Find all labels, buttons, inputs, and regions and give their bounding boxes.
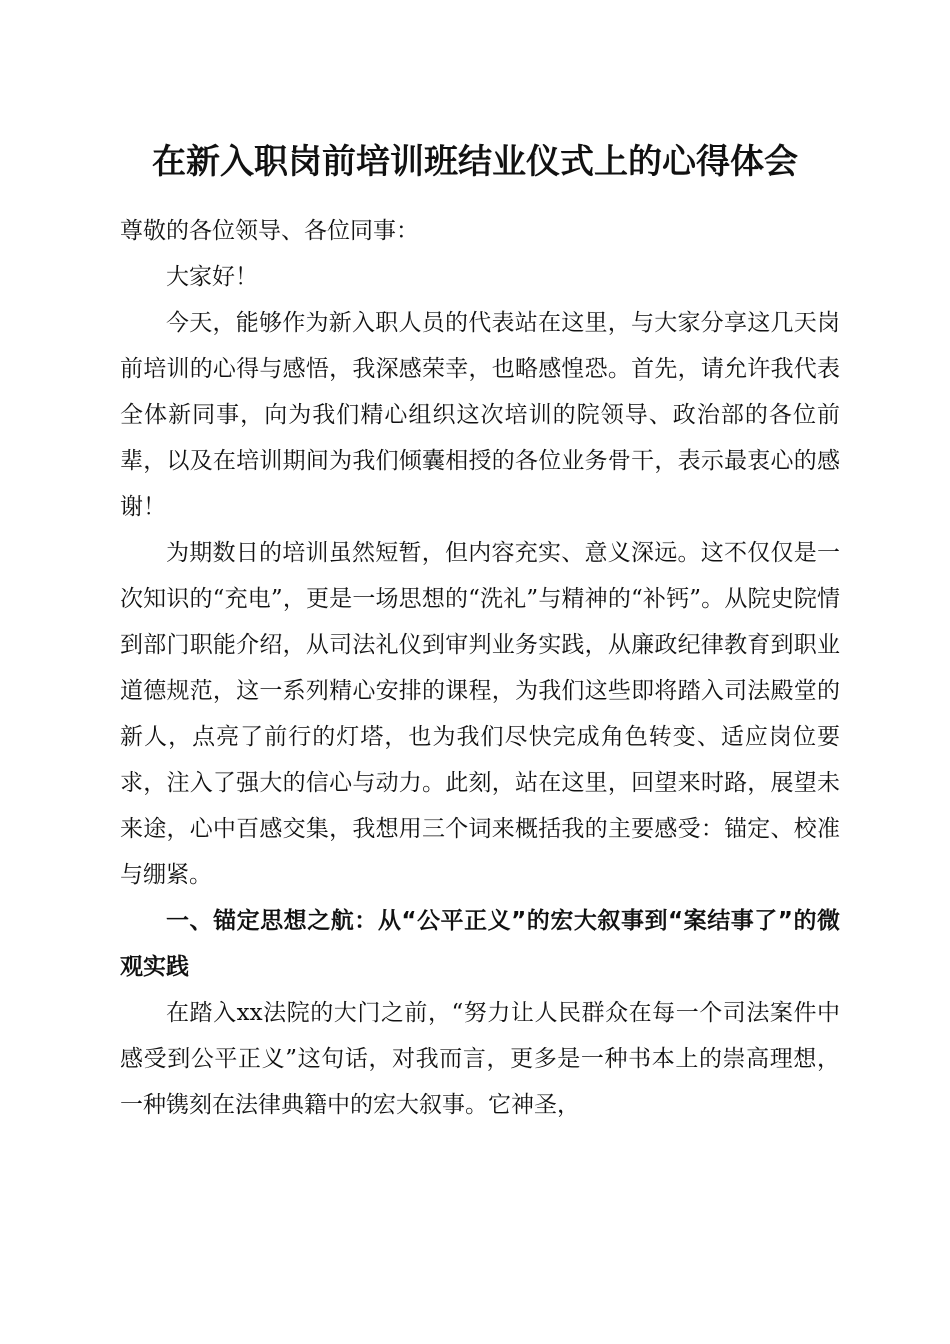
document-title: 在新入职岗前培训班结业仪式上的心得体会 [152, 142, 798, 182]
greeting: 大家好！ [166, 264, 258, 290]
paragraph-training: 为期数日的培训虽然短暂，但内容充实、意义深远。这不仅仅是一次知识的“充电”，更是一场思想的“洗礼”与精神的“补钙”。从院史院情到部门职能介绍，从司法礼仪到审判业务实践，从廉政纪律教育到职业道德规范，这一系列精心安排的课程，为我们这些即将踏入司法殿堂的新人，点亮了前行的灯塔，也为我们尽快完成角色转变、适应岗位要求，注入了强大的信心与动力。此刻，站在这里，回望来时路，展望未来途，心中百感交集，我想用三个词来概括我的主要感受：锚定、校准与绷紧。 [120, 540, 840, 888]
document-body [120, 208, 840, 1128]
paragraph-intro: 今天，能够作为新入职人员的代表站在这里，与大家分享这几天岗前培训的心得与感悟，我深感荣幸，也略感惶恐。首先，请允许我代表全体新同事，向为我们精心组织这次培训的院领导、政治部的各位前辈，以及在培训期间为我们倾囊相授的各位业务骨干，表示最衷心的感谢！ [120, 310, 840, 520]
salutation: 尊敬的各位领导、各位同事： [120, 218, 419, 244]
section-paragraph: 在踏入xx法院的大门之前，“努力让人民群众在每一个司法案件中感受到公平正义”这句话，对我而言，更多是一种书本上的崇高理想，一种镌刻在法律典籍中的宏大叙事。它神圣， [120, 1000, 840, 1118]
section-heading: 一、锚定思想之航：从“公平正义”的宏大叙事到“案结事了”的微观实践 [120, 908, 840, 980]
